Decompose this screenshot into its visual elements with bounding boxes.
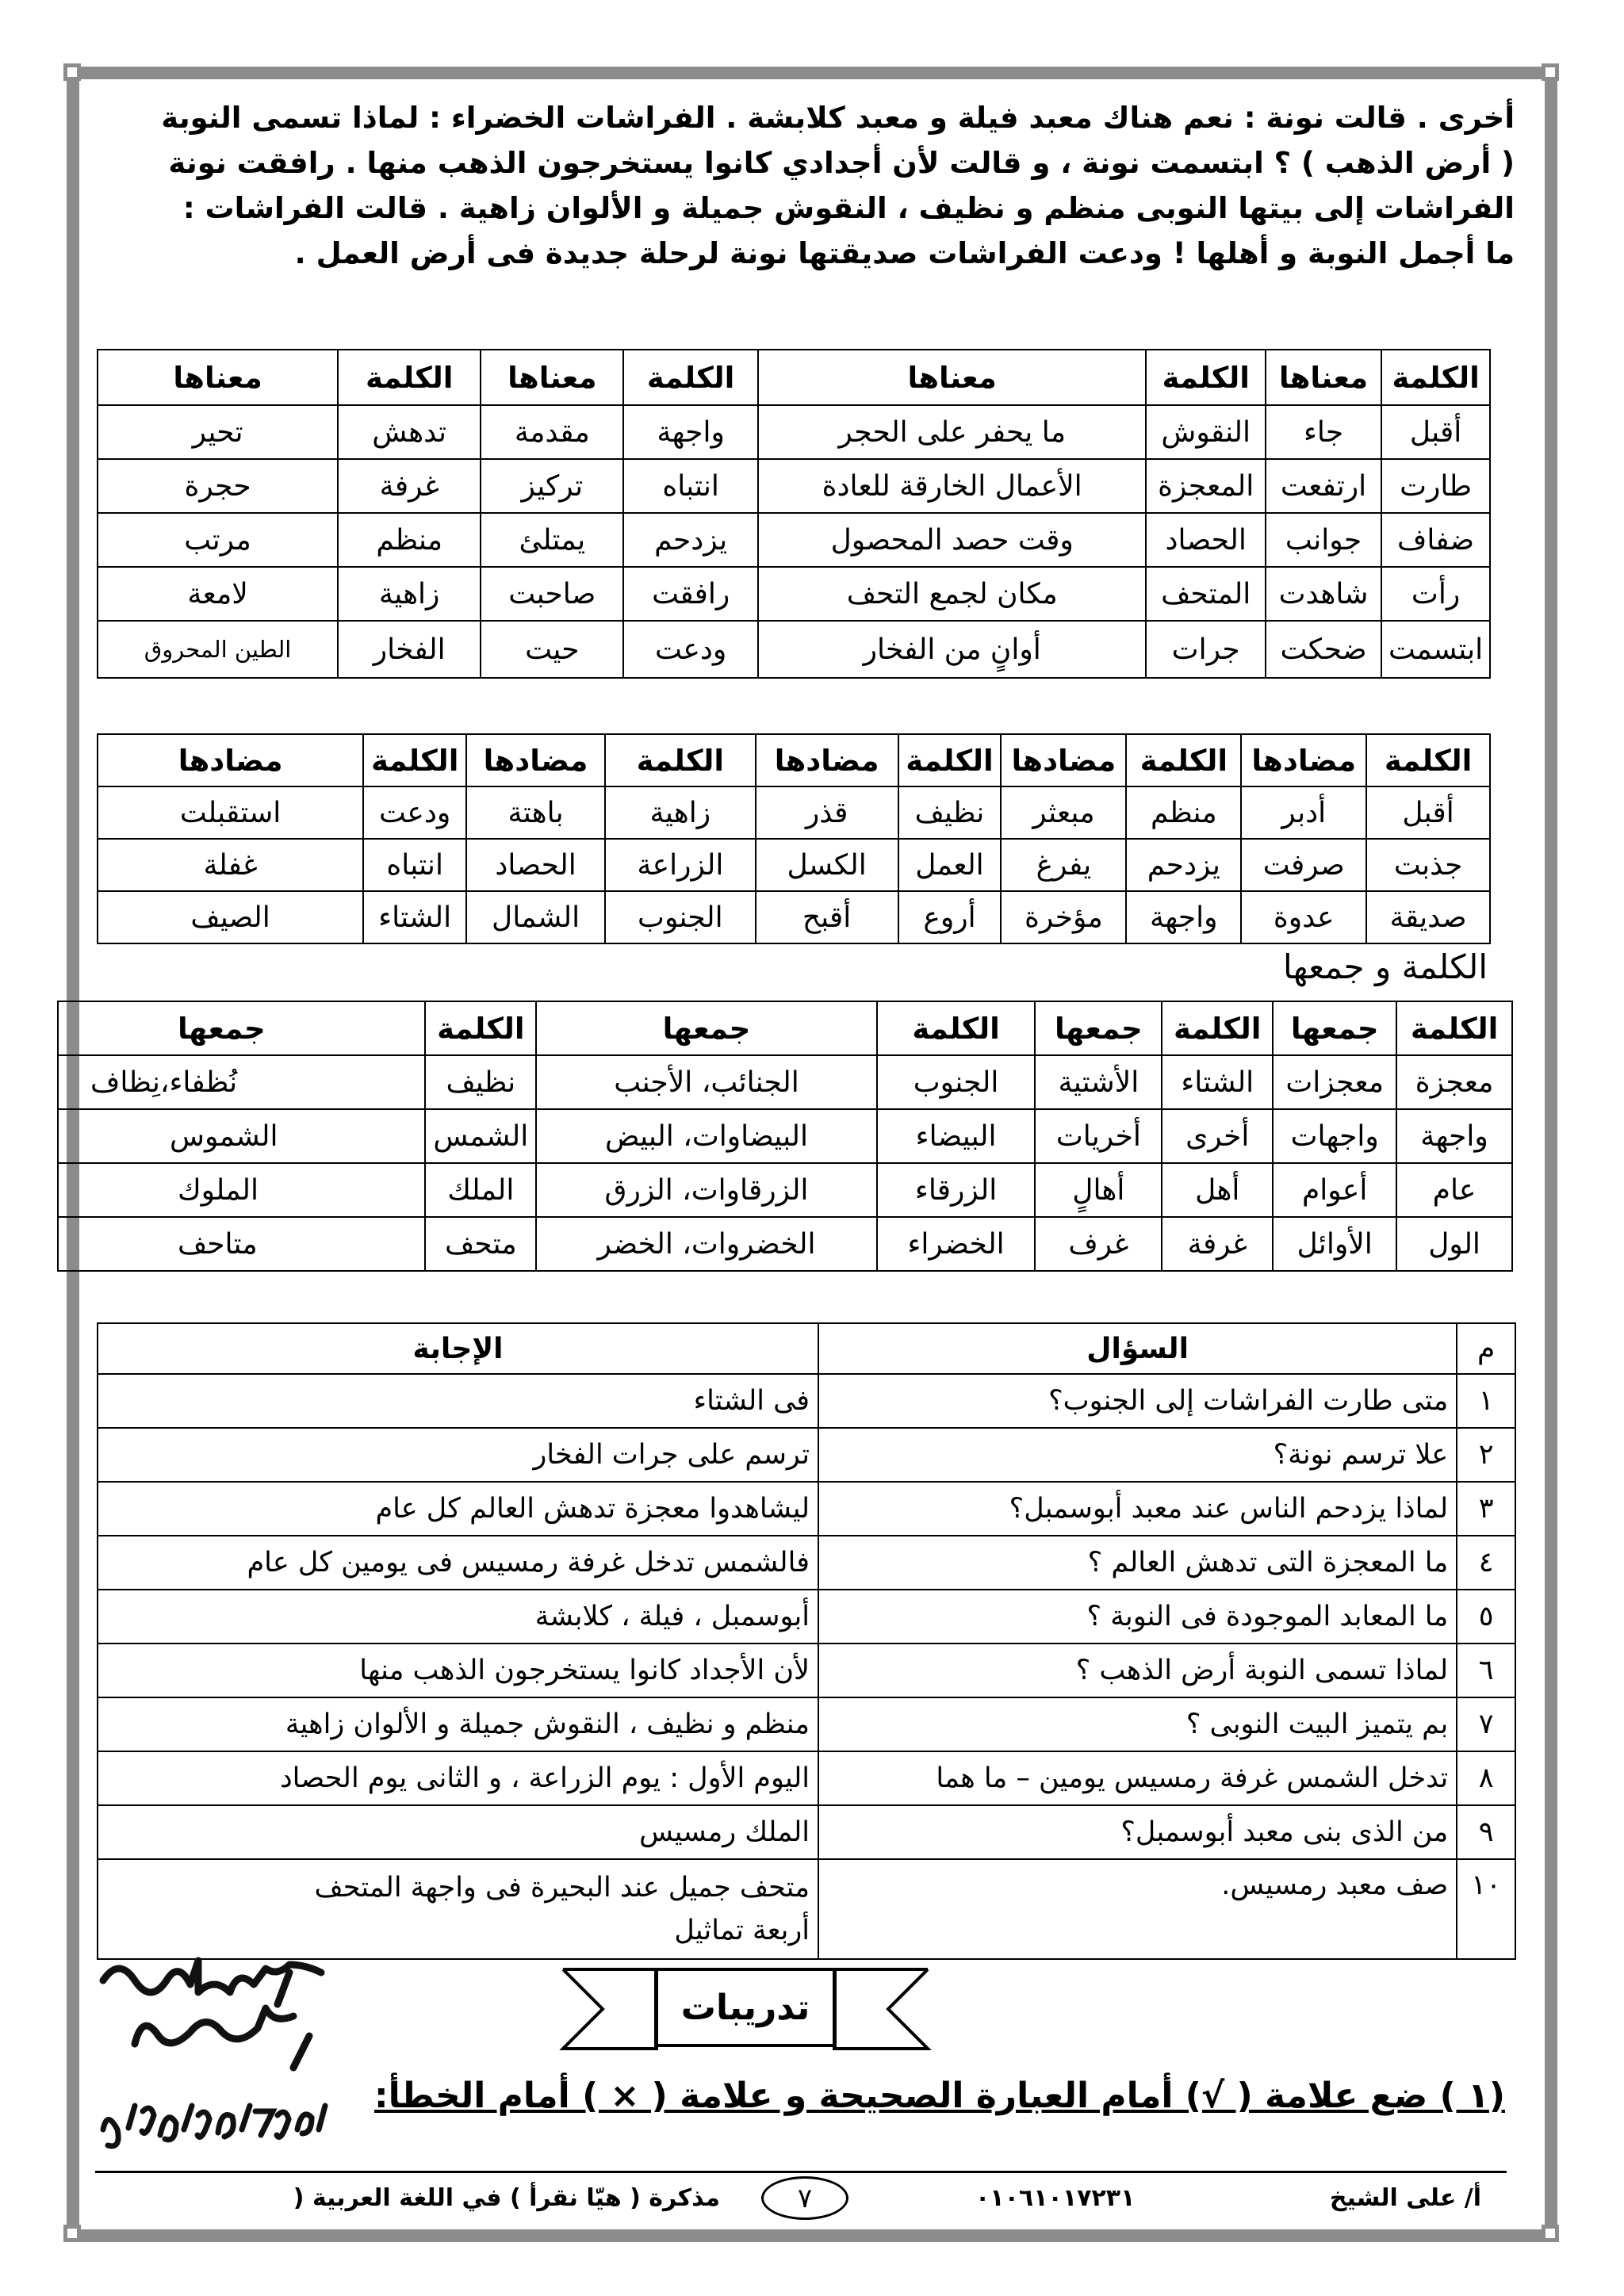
table-cell: زاهية xyxy=(338,567,481,621)
header-cell: الكلمة xyxy=(1126,734,1241,786)
table-row xyxy=(58,1217,1512,1271)
question-cell: متى طارت الفراشات إلى الجنوب؟ xyxy=(818,1374,1457,1428)
table-cell: الخضروات، الخضر xyxy=(536,1217,876,1271)
table-row xyxy=(98,1536,1515,1590)
header-cell: السؤال xyxy=(818,1323,1457,1374)
header-cell: مضادها xyxy=(1001,734,1126,786)
header-cell: الكلمة xyxy=(898,734,1002,786)
opposites-table xyxy=(97,733,1491,944)
table-cell: غرفة xyxy=(338,459,481,513)
frame-top xyxy=(79,67,1545,79)
table-row xyxy=(98,567,1490,621)
header-cell: مضادها xyxy=(98,734,363,786)
question-cell: من الذى بنى معبد أبوسمبل؟ xyxy=(818,1805,1457,1859)
table-cell: الخضراء xyxy=(877,1217,1036,1271)
header-cell: معناها xyxy=(481,350,623,405)
table-cell: الحصاد xyxy=(1146,513,1265,567)
table-cell: الأشتية xyxy=(1035,1055,1162,1109)
table-row xyxy=(58,1163,1512,1217)
table-cell: الأوائل xyxy=(1273,1217,1396,1271)
table-cell: الجنائب، الأجنب xyxy=(536,1055,876,1109)
table-cell: النقوش xyxy=(1146,405,1265,459)
meanings-header-row xyxy=(98,350,1490,405)
table-cell: نُظفاء،نِظاف xyxy=(58,1055,425,1109)
header-cell: مضادها xyxy=(466,734,605,786)
header-cell: جمعها xyxy=(1035,1001,1162,1055)
table-cell: زاهية xyxy=(605,786,756,839)
answer-cell: ترسم على جرات الفخار xyxy=(98,1428,818,1482)
row-number: ٤ xyxy=(1457,1536,1515,1590)
answer-cell: ليشاهدوا معجزة تدهش العالم كل عام xyxy=(98,1482,818,1536)
table-cell: ضحكت xyxy=(1266,621,1381,678)
table-cell: المعجزة xyxy=(1146,459,1265,513)
table-cell: يفرغ xyxy=(1001,839,1126,891)
frame-corner-tr xyxy=(1542,63,1559,81)
table-cell: أخرى xyxy=(1162,1109,1273,1163)
table-row xyxy=(98,1697,1515,1751)
header-cell: الكلمة xyxy=(1396,1001,1512,1055)
table-cell: رأت xyxy=(1381,567,1490,621)
row-number: ١٠ xyxy=(1457,1859,1515,1959)
table-cell: الزرقاء xyxy=(877,1163,1036,1217)
table-cell: انتباه xyxy=(623,459,758,513)
table-cell: الطين المحروق xyxy=(98,621,338,678)
table-row xyxy=(98,1805,1515,1859)
plurals-section-label: الكلمة و جمعها xyxy=(1282,947,1488,986)
plurals-table xyxy=(57,1001,1513,1272)
table-cell: واجهة xyxy=(1126,891,1241,943)
header-cell: معناها xyxy=(98,350,338,405)
opposites-header-row xyxy=(98,734,1490,786)
table-cell: نظيف xyxy=(898,786,1002,839)
table-cell: الجنوب xyxy=(877,1055,1036,1109)
footer-rule xyxy=(95,2171,1507,2173)
table-cell: جرات xyxy=(1146,621,1265,678)
page-number: ٧ xyxy=(761,2176,848,2220)
table-cell: وقت حصد المحصول xyxy=(758,513,1147,567)
table-cell: غرف xyxy=(1035,1217,1162,1271)
footer-note-title: مذكرة ( هيّا نقرأ ) في اللغة العربية ( xyxy=(293,2184,720,2212)
row-number: ٦ xyxy=(1457,1644,1515,1697)
table-cell: الول xyxy=(1396,1217,1512,1271)
frame-corner-bl xyxy=(63,2225,81,2242)
header-cell: الكلمة xyxy=(623,350,758,405)
table-cell: شاهدت xyxy=(1266,567,1381,621)
story-paragraph xyxy=(159,95,1515,276)
footer-phone: ٠١٠٦١٠١٧٢٣١ xyxy=(975,2184,1136,2212)
table-cell: الصيف xyxy=(98,891,363,943)
table-cell: الملوك xyxy=(58,1163,425,1217)
header-cell: مضادها xyxy=(1241,734,1366,786)
footer-teacher-name: أ/ على الشيخ xyxy=(1329,2184,1481,2212)
table-cell: متاحف xyxy=(58,1217,425,1271)
table-cell: مبعثر xyxy=(1001,786,1126,839)
table-cell: المتحف xyxy=(1146,567,1265,621)
header-cell: الكلمة xyxy=(425,1001,536,1055)
answer-cell: أبوسمبل ، فيلة ، كلابشة xyxy=(98,1590,818,1644)
table-cell: الأعمال الخارقة للعادة xyxy=(758,459,1147,513)
table-cell: يمتلئ xyxy=(481,513,623,567)
table-cell: غرفة xyxy=(1162,1217,1273,1271)
author-signature xyxy=(87,1949,349,2155)
question-cell: تدخل الشمس غرفة رمسيس يومين – ما هما xyxy=(818,1751,1457,1805)
table-cell: ودعت xyxy=(363,786,466,839)
table-cell: عدوة xyxy=(1241,891,1366,943)
table-cell: انتباه xyxy=(363,839,466,891)
table-cell: الفخار xyxy=(338,621,481,678)
table-row xyxy=(98,891,1490,943)
table-cell: ودعت xyxy=(623,621,758,678)
table-cell: صرفت xyxy=(1241,839,1366,891)
frame-right xyxy=(1545,79,1557,2229)
table-cell: الزرقاوات، الزرق xyxy=(536,1163,876,1217)
answer-line: أربعة تماثيل xyxy=(674,1915,810,1946)
table-row xyxy=(98,839,1490,891)
header-cell: جمعها xyxy=(536,1001,876,1055)
table-cell: عام xyxy=(1396,1163,1512,1217)
table-row xyxy=(98,1590,1515,1644)
table-cell: الشموس xyxy=(58,1109,425,1163)
table-cell: طارت xyxy=(1381,459,1490,513)
question-cell: صف معبد رمسيس. xyxy=(818,1859,1457,1959)
table-cell: تركيز xyxy=(481,459,623,513)
table-cell: الحصاد xyxy=(466,839,605,891)
banner-title: تدريبات xyxy=(654,1968,837,2047)
table-row xyxy=(98,1859,1515,1959)
table-cell: جذبت xyxy=(1366,839,1490,891)
qa-header-row xyxy=(98,1323,1515,1374)
table-cell: جوانب xyxy=(1266,513,1381,567)
table-cell: تحير xyxy=(98,405,338,459)
header-cell: معناها xyxy=(1266,350,1381,405)
answer-cell: فى الشتاء xyxy=(98,1374,818,1428)
header-cell: جمعها xyxy=(1273,1001,1396,1055)
plurals-header-row xyxy=(58,1001,1512,1055)
table-cell: مكان لجمع التحف xyxy=(758,567,1147,621)
table-cell: جاء xyxy=(1266,405,1381,459)
table-row xyxy=(98,786,1490,839)
table-cell: البيضاء xyxy=(877,1109,1036,1163)
table-cell: غفلة xyxy=(98,839,363,891)
header-cell: الإجابة xyxy=(98,1323,818,1374)
table-cell: يزدحم xyxy=(623,513,758,567)
question-cell: لماذا يزدحم الناس عند معبد أبوسمبل؟ xyxy=(818,1482,1457,1536)
table-cell: الجنوب xyxy=(605,891,756,943)
table-cell: واجهة xyxy=(1396,1109,1512,1163)
header-cell: الكلمة xyxy=(1381,350,1490,405)
table-row xyxy=(98,1428,1515,1482)
table-cell: صاحبت xyxy=(481,567,623,621)
story-line: ما أجمل النوبة و أهلها ! ودعت الفراشات صديقتها نونة لرحلة جديدة فى أرض العمل . xyxy=(294,236,1515,270)
table-row xyxy=(98,621,1490,678)
table-cell: استقبلت xyxy=(98,786,363,839)
header-cell: الكلمة xyxy=(1146,350,1265,405)
table-cell: الشتاء xyxy=(1162,1055,1273,1109)
answer-cell: فالشمس تدخل غرفة رمسيس فى يومين كل عام xyxy=(98,1536,818,1590)
header-cell: الكلمة xyxy=(877,1001,1036,1055)
header-cell: م xyxy=(1457,1323,1515,1374)
answer-cell: الملك رمسيس xyxy=(98,1805,818,1859)
table-cell: الشمال xyxy=(466,891,605,943)
row-number: ٥ xyxy=(1457,1590,1515,1644)
row-number: ٨ xyxy=(1457,1751,1515,1805)
table-cell: باهتة xyxy=(466,786,605,839)
table-cell: رافقت xyxy=(623,567,758,621)
exercises-banner xyxy=(555,1966,936,2053)
table-cell: لامعة xyxy=(98,567,338,621)
frame-corner-br xyxy=(1542,2225,1559,2242)
answer-cell: اليوم الأول : يوم الزراعة ، و الثانى يوم الحصاد xyxy=(98,1751,818,1805)
table-cell: أخريات xyxy=(1035,1109,1162,1163)
table-cell: قذر xyxy=(756,786,898,839)
table-cell: أقبح xyxy=(756,891,898,943)
table-cell: الشتاء xyxy=(363,891,466,943)
table-row xyxy=(98,459,1490,513)
table-cell: الشمس xyxy=(425,1109,536,1163)
table-cell: ارتفعت xyxy=(1266,459,1381,513)
table-cell: أوانٍ من الفخار xyxy=(758,621,1147,678)
header-cell: الكلمة xyxy=(363,734,466,786)
table-cell: يزدحم xyxy=(1126,839,1241,891)
table-cell: واجهة xyxy=(623,405,758,459)
table-cell: واجهات xyxy=(1273,1109,1396,1163)
table-cell: معجزات xyxy=(1273,1055,1396,1109)
table-row xyxy=(98,1751,1515,1805)
story-line: أخرى . قالت نونة : نعم هناك معبد فيلة و معبد كلابشة . الفراشات الخضراء : لماذا تسمى النوبة xyxy=(161,101,1515,135)
story-line: ( أرض الذهب ) ؟ ابتسمت نونة ، و قالت لأن أجدادي كانوا يستخرجون الذهب منها . رافقت نونة xyxy=(168,146,1515,180)
row-number: ٧ xyxy=(1457,1697,1515,1751)
table-cell: صديقة xyxy=(1366,891,1490,943)
question-cell: ما المعابد الموجودة فى النوبة ؟ xyxy=(818,1590,1457,1644)
table-row xyxy=(98,1374,1515,1428)
frame-corner-tl xyxy=(63,63,81,81)
table-cell: مقدمة xyxy=(481,405,623,459)
answer-cell xyxy=(98,1859,818,1959)
header-cell: الكلمة xyxy=(1366,734,1490,786)
table-cell: حيت xyxy=(481,621,623,678)
table-cell: الكسل xyxy=(756,839,898,891)
table-cell: حجرة xyxy=(98,459,338,513)
answer-line: متحف جميل عند البحيرة فى واجهة المتحف xyxy=(314,1872,810,1904)
frame-bottom xyxy=(79,2229,1545,2242)
answer-cell: لأن الأجداد كانوا يستخرجون الذهب منها xyxy=(98,1644,818,1697)
row-number: ٢ xyxy=(1457,1428,1515,1482)
table-cell: الملك xyxy=(425,1163,536,1217)
answer-cell: منظم و نظيف ، النقوش جميلة و الألوان زاهية xyxy=(98,1697,818,1751)
table-cell: نظيف xyxy=(425,1055,536,1109)
header-cell: معناها xyxy=(758,350,1147,405)
table-cell: مؤخرة xyxy=(1001,891,1126,943)
table-cell: ما يحفر على الحجر xyxy=(758,405,1147,459)
table-cell: متحف xyxy=(425,1217,536,1271)
meanings-table xyxy=(97,349,1491,679)
table-cell: ابتسمت xyxy=(1381,621,1490,678)
table-row xyxy=(98,1644,1515,1697)
table-cell: منظم xyxy=(338,513,481,567)
table-cell: البيضاوات، البيض xyxy=(536,1109,876,1163)
header-cell: الكلمة xyxy=(1162,1001,1273,1055)
table-cell: تدهش xyxy=(338,405,481,459)
signature-handwriting-icon xyxy=(87,1949,349,2155)
table-cell: أهالٍ xyxy=(1035,1163,1162,1217)
table-cell: أروع xyxy=(898,891,1002,943)
table-row xyxy=(58,1055,1512,1109)
question-cell: ما المعجزة التى تدهش العالم ؟ xyxy=(818,1536,1457,1590)
questions-answers-table xyxy=(97,1322,1516,1960)
table-row xyxy=(98,513,1490,567)
table-cell: مرتب xyxy=(98,513,338,567)
row-number: ٣ xyxy=(1457,1482,1515,1536)
row-number: ٩ xyxy=(1457,1805,1515,1859)
table-cell: أقبل xyxy=(1381,405,1490,459)
row-number: ١ xyxy=(1457,1374,1515,1428)
question-cell: علا ترسم نونة؟ xyxy=(818,1428,1457,1482)
story-line: الفراشات إلى بيتها النوبى منظم و نظيف ، النقوش جميلة و الألوان زاهية . قالت الفراشات : xyxy=(182,191,1515,225)
table-cell: العمل xyxy=(898,839,1002,891)
table-row xyxy=(98,1482,1515,1536)
table-cell: منظم xyxy=(1126,786,1241,839)
header-cell: مضادها xyxy=(756,734,898,786)
question-cell: لماذا تسمى النوبة أرض الذهب ؟ xyxy=(818,1644,1457,1697)
table-row xyxy=(98,405,1490,459)
header-cell: الكلمة xyxy=(338,350,481,405)
question-cell: بم يتميز البيت النوبى ؟ xyxy=(818,1697,1457,1751)
table-row xyxy=(58,1109,1512,1163)
table-cell: الزراعة xyxy=(605,839,756,891)
header-cell: الكلمة xyxy=(605,734,756,786)
table-cell: أدبر xyxy=(1241,786,1366,839)
header-cell: جمعها xyxy=(58,1001,425,1055)
table-cell: أهل xyxy=(1162,1163,1273,1217)
table-cell: أعوام xyxy=(1273,1163,1396,1217)
table-cell: معجزة xyxy=(1396,1055,1512,1109)
table-cell: ضفاف xyxy=(1381,513,1490,567)
exercise-instruction: (١ ) ضع علامة ( √) أمام العبارة الصحيحة و علامة ( × ) أمام الخطأ: xyxy=(374,2076,1505,2116)
table-cell: أقبل xyxy=(1366,786,1490,839)
